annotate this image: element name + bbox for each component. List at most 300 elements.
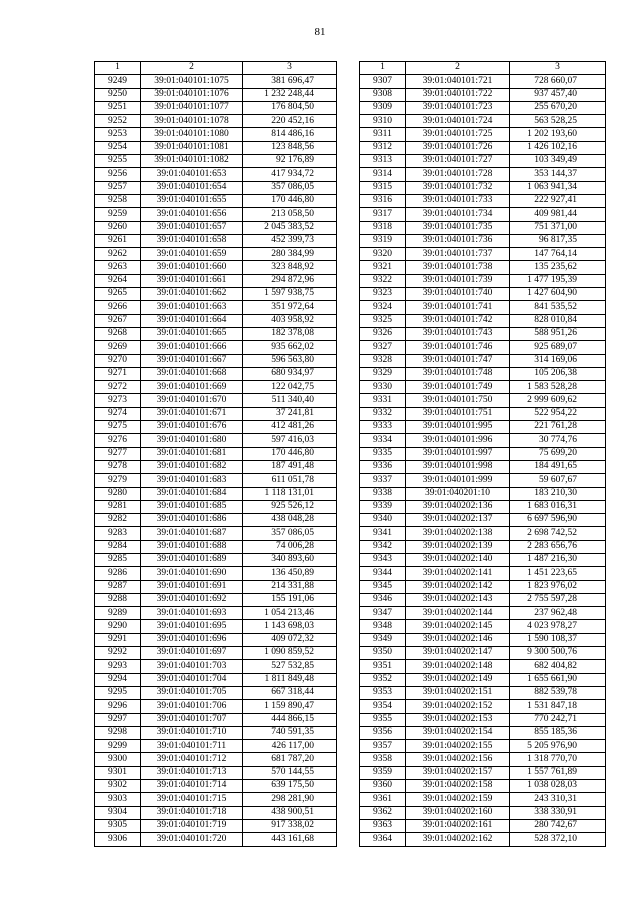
value-cell: 2 283 656,76	[510, 540, 606, 553]
cadastral-number-cell: 39:01:040101:747	[406, 354, 510, 367]
value-cell: 1 063 941,34	[510, 181, 606, 194]
row-number-cell: 9280	[95, 487, 141, 500]
row-number-cell: 9258	[95, 194, 141, 207]
cadastral-number-cell: 39:01:040101:741	[406, 301, 510, 314]
row-number-cell: 9354	[360, 700, 406, 713]
table-row	[95, 673, 337, 686]
row-number-cell: 9265	[95, 288, 141, 301]
table-row	[360, 434, 606, 447]
row-number-cell: 9353	[360, 686, 406, 699]
value-cell: 1 202 193,60	[510, 128, 606, 141]
table-row	[360, 607, 606, 620]
cadastral-number-cell: 39:01:040101:696	[141, 633, 243, 646]
value-cell: 122 042,75	[243, 381, 337, 394]
cadastral-number-cell: 39:01:040101:995	[406, 421, 510, 434]
cadastral-number-cell: 39:01:040101:1080	[141, 128, 243, 141]
table-row	[95, 447, 337, 460]
cadastral-number-cell: 39:01:040101:671	[141, 407, 243, 420]
row-number-cell: 9282	[95, 514, 141, 527]
table-row	[95, 660, 337, 673]
cadastral-number-cell: 39:01:040202:153	[406, 713, 510, 726]
table-row	[95, 633, 337, 646]
cadastral-number-cell: 39:01:040101:691	[141, 580, 243, 593]
cadastral-number-cell: 39:01:040101:657	[141, 221, 243, 234]
table-row	[360, 633, 606, 646]
cadastral-number-cell: 39:01:040101:690	[141, 567, 243, 580]
cadastral-number-cell: 39:01:040101:667	[141, 354, 243, 367]
cadastral-number-cell: 39:01:040101:719	[141, 819, 243, 832]
value-cell: 155 191,06	[243, 593, 337, 606]
value-cell: 280 742,67	[510, 819, 606, 832]
value-cell: 443 161,68	[243, 833, 337, 846]
row-number-cell: 9333	[360, 421, 406, 434]
cadastral-number-cell: 39:01:040101:669	[141, 381, 243, 394]
table-row	[95, 168, 337, 181]
cadastral-number-cell: 39:01:040101:721	[406, 75, 510, 88]
cadastral-number-cell: 39:01:040101:997	[406, 447, 510, 460]
row-number-cell: 9308	[360, 88, 406, 101]
table-row	[360, 460, 606, 473]
cadastral-number-cell: 39:01:040202:160	[406, 806, 510, 819]
cadastral-number-cell: 39:01:040101:738	[406, 261, 510, 274]
table-row	[95, 327, 337, 340]
table-row	[360, 141, 606, 154]
cadastral-number-cell: 39:01:040101:737	[406, 248, 510, 261]
table-row	[95, 766, 337, 779]
table-row	[95, 314, 337, 327]
value-cell: 452 399,73	[243, 234, 337, 247]
row-number-cell: 9255	[95, 155, 141, 168]
value-cell: 728 660,07	[510, 75, 606, 88]
cadastral-number-cell: 39:01:040101:681	[141, 447, 243, 460]
row-number-cell: 9314	[360, 168, 406, 181]
value-cell: 409 072,32	[243, 633, 337, 646]
header-cell-3: 3	[510, 62, 606, 75]
value-cell: 357 086,05	[243, 527, 337, 540]
value-cell: 182 378,08	[243, 327, 337, 340]
value-cell: 183 210,30	[510, 487, 606, 500]
cadastral-number-cell: 39:01:040101:1081	[141, 141, 243, 154]
cadastral-number-cell: 39:01:040101:1078	[141, 115, 243, 128]
cadastral-number-cell: 39:01:040101:998	[406, 460, 510, 473]
value-cell: 1 090 859,52	[243, 647, 337, 660]
row-number-cell: 9328	[360, 354, 406, 367]
cadastral-number-cell: 39:01:040101:683	[141, 474, 243, 487]
value-cell: 323 848,92	[243, 261, 337, 274]
value-cell: 357 086,05	[243, 181, 337, 194]
row-number-cell: 9278	[95, 460, 141, 473]
cadastral-number-cell: 39:01:040101:710	[141, 726, 243, 739]
row-number-cell: 9290	[95, 620, 141, 633]
table-row	[360, 514, 606, 527]
cadastral-number-cell: 39:01:040101:666	[141, 341, 243, 354]
table-row	[95, 208, 337, 221]
table-row	[95, 221, 337, 234]
row-number-cell: 9323	[360, 288, 406, 301]
row-number-cell: 9337	[360, 474, 406, 487]
cadastral-number-cell: 39:01:040202:138	[406, 527, 510, 540]
table-row	[95, 713, 337, 726]
cadastral-number-cell: 39:01:040101:714	[141, 780, 243, 793]
value-cell: 1 159 890,47	[243, 700, 337, 713]
table-row	[360, 567, 606, 580]
value-cell: 1 557 761,89	[510, 766, 606, 779]
value-cell: 438 900,51	[243, 806, 337, 819]
cadastral-number-cell: 39:01:040101:695	[141, 620, 243, 633]
row-number-cell: 9287	[95, 580, 141, 593]
value-cell: 2 045 383,52	[243, 221, 337, 234]
value-cell: 438 048,28	[243, 514, 337, 527]
cadastral-number-cell: 39:01:040101:724	[406, 115, 510, 128]
value-cell: 563 528,25	[510, 115, 606, 128]
cadastral-number-cell: 39:01:040101:703	[141, 660, 243, 673]
table-row	[95, 740, 337, 753]
table-row	[360, 341, 606, 354]
table-row	[95, 261, 337, 274]
table-row	[360, 88, 606, 101]
table-row	[95, 700, 337, 713]
row-number-cell: 9342	[360, 540, 406, 553]
table-row	[360, 381, 606, 394]
row-number-cell: 9271	[95, 367, 141, 380]
row-number-cell: 9261	[95, 234, 141, 247]
cadastral-number-cell: 39:01:040101:715	[141, 793, 243, 806]
row-number-cell: 9355	[360, 713, 406, 726]
row-number-cell: 9316	[360, 194, 406, 207]
value-cell: 74 006,28	[243, 540, 337, 553]
cadastral-number-cell: 39:01:040202:162	[406, 833, 510, 846]
value-cell: 105 206,38	[510, 367, 606, 380]
table-row	[360, 766, 606, 779]
value-cell: 639 175,50	[243, 780, 337, 793]
cadastral-number-cell: 39:01:040101:742	[406, 314, 510, 327]
cadastral-number-cell: 39:01:040101:661	[141, 274, 243, 287]
table-header-row	[360, 62, 606, 75]
row-number-cell: 9305	[95, 819, 141, 832]
row-number-cell: 9341	[360, 527, 406, 540]
table-row	[360, 421, 606, 434]
cadastral-number-cell: 39:01:040101:735	[406, 221, 510, 234]
value-cell: 184 491,65	[510, 460, 606, 473]
cadastral-number-cell: 39:01:040101:1075	[141, 75, 243, 88]
cadastral-number-cell: 39:01:040101:734	[406, 208, 510, 221]
cadastral-number-cell: 39:01:040101:999	[406, 474, 510, 487]
cadastral-number-cell: 39:01:040101:697	[141, 647, 243, 660]
row-number-cell: 9318	[360, 221, 406, 234]
row-number-cell: 9296	[95, 700, 141, 713]
row-number-cell: 9344	[360, 567, 406, 580]
cadastral-number-cell: 39:01:040101:739	[406, 274, 510, 287]
table-row	[360, 806, 606, 819]
value-cell: 882 539,78	[510, 686, 606, 699]
row-number-cell: 9357	[360, 740, 406, 753]
table-row	[95, 248, 337, 261]
page-number: 81	[314, 26, 326, 38]
table-row	[360, 593, 606, 606]
row-number-cell: 9324	[360, 301, 406, 314]
row-number-cell: 9251	[95, 101, 141, 114]
table-row	[360, 673, 606, 686]
row-number-cell: 9315	[360, 181, 406, 194]
table-row	[360, 700, 606, 713]
row-number-cell: 9273	[95, 394, 141, 407]
table-row	[95, 474, 337, 487]
cadastral-number-cell: 39:01:040101:658	[141, 234, 243, 247]
value-cell: 740 591,35	[243, 726, 337, 739]
value-cell: 770 242,71	[510, 713, 606, 726]
cadastral-number-cell: 39:01:040202:156	[406, 753, 510, 766]
value-cell: 1 597 938,75	[243, 288, 337, 301]
value-cell: 667 318,44	[243, 686, 337, 699]
cadastral-number-cell: 39:01:040101:653	[141, 168, 243, 181]
value-cell: 681 787,20	[243, 753, 337, 766]
table-row	[95, 833, 337, 846]
row-number-cell: 9270	[95, 354, 141, 367]
value-cell: 814 486,16	[243, 128, 337, 141]
cadastral-number-cell: 39:01:040101:692	[141, 593, 243, 606]
table-row	[95, 647, 337, 660]
table-row	[360, 354, 606, 367]
row-number-cell: 9259	[95, 208, 141, 221]
value-cell: 1 811 849,48	[243, 673, 337, 686]
table-row	[360, 553, 606, 566]
value-cell: 92 176,89	[243, 155, 337, 168]
table-row	[95, 407, 337, 420]
cadastral-number-cell: 39:01:040101:706	[141, 700, 243, 713]
row-number-cell: 9256	[95, 168, 141, 181]
row-number-cell: 9295	[95, 686, 141, 699]
row-number-cell: 9361	[360, 793, 406, 806]
value-cell: 417 934,72	[243, 168, 337, 181]
table-row	[360, 301, 606, 314]
row-number-cell: 9325	[360, 314, 406, 327]
table-row	[95, 553, 337, 566]
cadastral-number-cell: 39:01:040101:732	[406, 181, 510, 194]
cadastral-number-cell: 39:01:040101:727	[406, 155, 510, 168]
table-row	[95, 101, 337, 114]
cadastral-number-cell: 39:01:040202:143	[406, 593, 510, 606]
value-cell: 4 023 978,27	[510, 620, 606, 633]
cadastral-number-cell: 39:01:040202:145	[406, 620, 510, 633]
header-cell-2: 2	[406, 62, 510, 75]
row-number-cell: 9307	[360, 75, 406, 88]
row-number-cell: 9362	[360, 806, 406, 819]
cadastral-number-cell: 39:01:040101:712	[141, 753, 243, 766]
value-cell: 935 662,02	[243, 341, 337, 354]
table-row	[95, 288, 337, 301]
value-cell: 925 526,12	[243, 500, 337, 513]
cadastral-number-cell: 39:01:040101:654	[141, 181, 243, 194]
value-cell: 588 951,26	[510, 327, 606, 340]
row-number-cell: 9254	[95, 141, 141, 154]
table-row	[360, 686, 606, 699]
value-cell: 381 696,47	[243, 75, 337, 88]
row-number-cell: 9264	[95, 274, 141, 287]
table-row	[360, 620, 606, 633]
value-cell: 917 338,02	[243, 819, 337, 832]
table-row	[95, 460, 337, 473]
row-number-cell: 9274	[95, 407, 141, 420]
cadastral-number-cell: 39:01:040202:155	[406, 740, 510, 753]
row-number-cell: 9304	[95, 806, 141, 819]
table-row	[95, 194, 337, 207]
data-table-right	[359, 61, 606, 847]
table-row	[95, 500, 337, 513]
row-number-cell: 9319	[360, 234, 406, 247]
value-cell: 528 372,10	[510, 833, 606, 846]
row-number-cell: 9302	[95, 780, 141, 793]
value-cell: 221 761,28	[510, 421, 606, 434]
row-number-cell: 9276	[95, 434, 141, 447]
cadastral-number-cell: 39:01:040101:750	[406, 394, 510, 407]
table-row	[360, 819, 606, 832]
table-row	[360, 660, 606, 673]
value-cell: 351 972,64	[243, 301, 337, 314]
cadastral-number-cell: 39:01:040101:668	[141, 367, 243, 380]
value-cell: 298 281,90	[243, 793, 337, 806]
row-number-cell: 9292	[95, 647, 141, 660]
row-number-cell: 9267	[95, 314, 141, 327]
cadastral-number-cell: 39:01:040101:711	[141, 740, 243, 753]
table-row	[360, 274, 606, 287]
cadastral-number-cell: 39:01:040101:684	[141, 487, 243, 500]
row-number-cell: 9250	[95, 88, 141, 101]
table-row	[360, 647, 606, 660]
row-number-cell: 9249	[95, 75, 141, 88]
table-row	[95, 128, 337, 141]
table-header-row	[95, 62, 337, 75]
table-row	[360, 248, 606, 261]
cadastral-number-cell: 39:01:040101:664	[141, 314, 243, 327]
cadastral-number-cell: 39:01:040202:137	[406, 514, 510, 527]
cadastral-number-cell: 39:01:040101:1077	[141, 101, 243, 114]
cadastral-number-cell: 39:01:040202:140	[406, 553, 510, 566]
value-cell: 75 699,20	[510, 447, 606, 460]
cadastral-number-cell: 39:01:040101:663	[141, 301, 243, 314]
value-cell: 1 038 028,03	[510, 780, 606, 793]
value-cell: 353 144,37	[510, 168, 606, 181]
row-number-cell: 9284	[95, 540, 141, 553]
cadastral-number-cell: 39:01:040101:718	[141, 806, 243, 819]
row-number-cell: 9343	[360, 553, 406, 566]
table-row	[95, 527, 337, 540]
value-cell: 96 817,35	[510, 234, 606, 247]
cadastral-number-cell: 39:01:040101:688	[141, 540, 243, 553]
row-number-cell: 9275	[95, 421, 141, 434]
row-number-cell: 9269	[95, 341, 141, 354]
cadastral-number-cell: 39:01:040101:682	[141, 460, 243, 473]
value-cell: 294 872,96	[243, 274, 337, 287]
header-cell-2: 2	[141, 62, 243, 75]
value-cell: 680 934,97	[243, 367, 337, 380]
cadastral-number-cell: 39:01:040101:725	[406, 128, 510, 141]
row-number-cell: 9348	[360, 620, 406, 633]
value-cell: 9 300 500,76	[510, 647, 606, 660]
value-cell: 925 689,07	[510, 341, 606, 354]
cadastral-number-cell: 39:01:040202:151	[406, 686, 510, 699]
value-cell: 214 331,88	[243, 580, 337, 593]
value-cell: 6 697 596,90	[510, 514, 606, 527]
table-row	[360, 740, 606, 753]
value-cell: 237 962,48	[510, 607, 606, 620]
row-number-cell: 9310	[360, 115, 406, 128]
row-number-cell: 9352	[360, 673, 406, 686]
row-number-cell: 9262	[95, 248, 141, 261]
table-row	[360, 780, 606, 793]
table-row	[360, 540, 606, 553]
cadastral-number-cell: 39:01:040202:154	[406, 726, 510, 739]
row-number-cell: 9349	[360, 633, 406, 646]
value-cell: 570 144,55	[243, 766, 337, 779]
row-number-cell: 9260	[95, 221, 141, 234]
cadastral-number-cell: 39:01:040202:152	[406, 700, 510, 713]
table-row	[95, 394, 337, 407]
row-number-cell: 9338	[360, 487, 406, 500]
value-cell: 222 927,41	[510, 194, 606, 207]
table-row	[360, 713, 606, 726]
value-cell: 1 683 016,31	[510, 500, 606, 513]
value-cell: 2 698 742,52	[510, 527, 606, 540]
cadastral-number-cell: 39:01:040101:662	[141, 288, 243, 301]
table-row	[360, 487, 606, 500]
table-row	[95, 620, 337, 633]
row-number-cell: 9257	[95, 181, 141, 194]
table-row	[360, 394, 606, 407]
value-cell: 1 531 847,18	[510, 700, 606, 713]
row-number-cell: 9272	[95, 381, 141, 394]
table-row	[360, 261, 606, 274]
row-number-cell: 9277	[95, 447, 141, 460]
row-number-cell: 9289	[95, 607, 141, 620]
table-row	[360, 221, 606, 234]
value-cell: 1 655 661,90	[510, 673, 606, 686]
value-cell: 597 416,03	[243, 434, 337, 447]
cadastral-number-cell: 39:01:040202:142	[406, 580, 510, 593]
value-cell: 135 235,62	[510, 261, 606, 274]
value-cell: 220 452,16	[243, 115, 337, 128]
cadastral-number-cell: 39:01:040101:748	[406, 367, 510, 380]
row-number-cell: 9322	[360, 274, 406, 287]
cadastral-number-cell: 39:01:040202:158	[406, 780, 510, 793]
table-row	[360, 194, 606, 207]
row-number-cell: 9301	[95, 766, 141, 779]
value-cell: 409 981,44	[510, 208, 606, 221]
cadastral-number-cell: 39:01:040202:157	[406, 766, 510, 779]
table-row	[95, 726, 337, 739]
row-number-cell: 9336	[360, 460, 406, 473]
value-cell: 213 058,50	[243, 208, 337, 221]
row-number-cell: 9345	[360, 580, 406, 593]
cadastral-number-cell: 39:01:040101:749	[406, 381, 510, 394]
row-number-cell: 9311	[360, 128, 406, 141]
value-cell: 103 349,49	[510, 155, 606, 168]
value-cell: 243 310,31	[510, 793, 606, 806]
cadastral-number-cell: 39:01:040101:704	[141, 673, 243, 686]
row-number-cell: 9285	[95, 553, 141, 566]
table-row	[95, 580, 337, 593]
row-number-cell: 9291	[95, 633, 141, 646]
value-cell: 511 340,40	[243, 394, 337, 407]
table-row	[360, 181, 606, 194]
cadastral-number-cell: 39:01:040202:148	[406, 660, 510, 673]
table-row	[360, 75, 606, 88]
cadastral-number-cell: 39:01:040101:656	[141, 208, 243, 221]
header-cell-1: 1	[360, 62, 406, 75]
value-cell: 1 143 698,03	[243, 620, 337, 633]
value-cell: 611 051,78	[243, 474, 337, 487]
row-number-cell: 9266	[95, 301, 141, 314]
value-cell: 828 010,84	[510, 314, 606, 327]
